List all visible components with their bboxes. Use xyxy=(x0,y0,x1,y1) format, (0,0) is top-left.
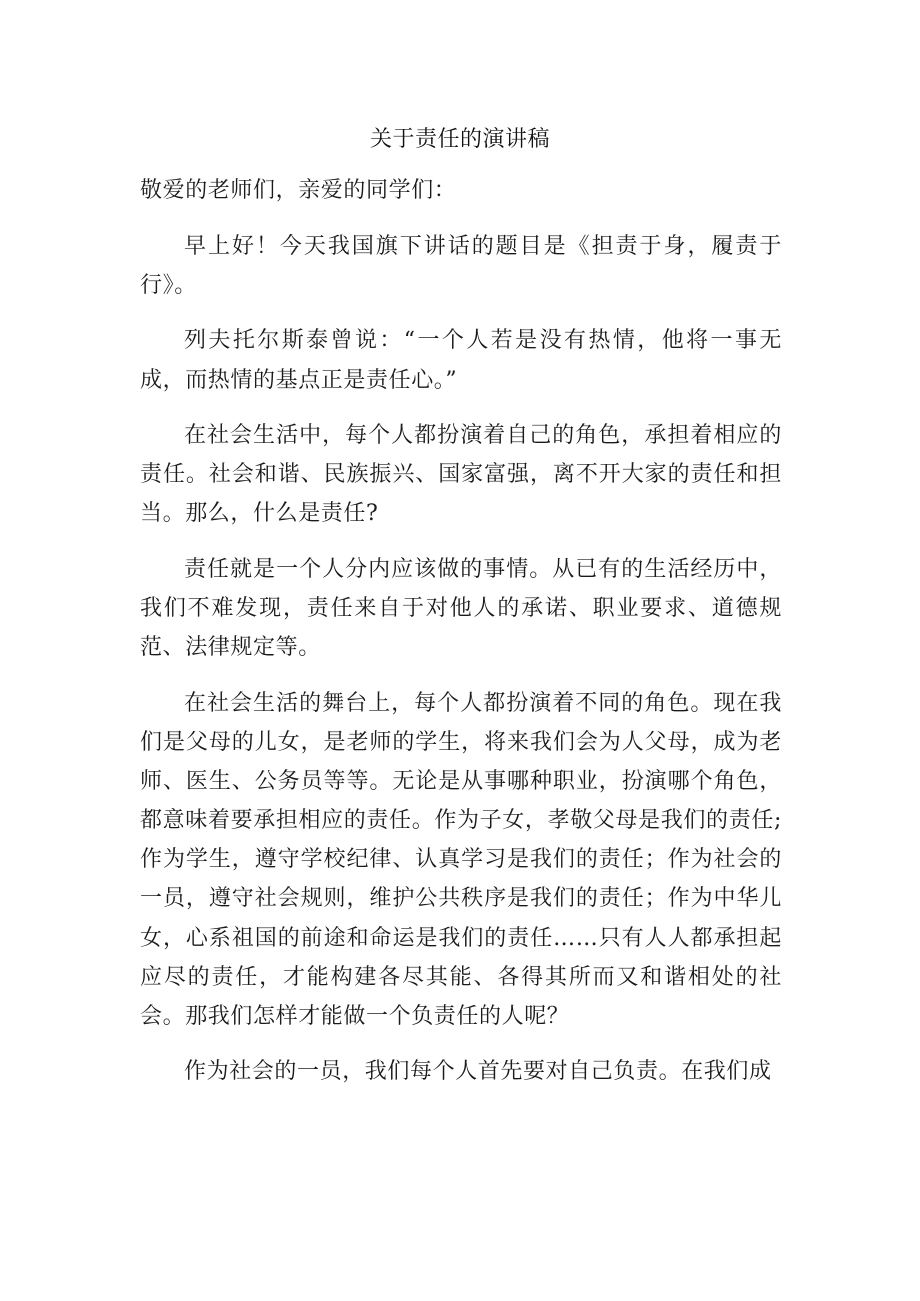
paragraph: 作为社会的一员，我们每个人首先要对自己负责。在我们成 xyxy=(184,1059,772,1085)
paragraph: 责任就是一个人分内应该做的事情。从已有的生活经历中，我们不难发现，责任来自于对他人的承诺、职业要求、道德规范、法律规定等。 xyxy=(140,557,782,661)
document-body xyxy=(140,171,782,1108)
greeting-line: 敬爱的老师们，亲爱的同学们： xyxy=(140,178,457,203)
paragraph: 在社会生活的舞台上，每个人都扮演着不同的角色。现在我们是父母的儿女，是老师的学生，将来我们会为人父母，成为老师、医生、公务员等等。无论是从事哪种职业，扮演哪个角色，都意味着要承担相应的责任。作为子女，孝敬父母是我们的责任;作为学生，遵守学校纪律、认真学习是我们的责任；作为社会的一员，遵守社会规则，维护公共秩序是我们的责任；作为中华儿女，心系祖国的前途和命运是我们的责任……只有人人都承担起应尽的责任，才能构建各尽其能、各得其所而又和谐相处的社会。那我们怎样才能做一个负责任的人呢？ xyxy=(140,691,782,1029)
document-title: 关于责任的演讲稿 xyxy=(369,127,550,152)
paragraph: 列夫托尔斯泰曾说：“一个人若是没有热情，他将一事无成，而热情的基点正是责任心。” xyxy=(140,328,782,393)
paragraph: 早上好！今天我国旗下讲话的题目是《担责于身，履责于行》。 xyxy=(140,233,782,298)
paragraph: 在社会生活中，每个人都扮演着自己的角色，承担着相应的责任。社会和谐、民族振兴、国家富强，离不开大家的责任和担当。那么，什么是责任? xyxy=(140,423,782,527)
